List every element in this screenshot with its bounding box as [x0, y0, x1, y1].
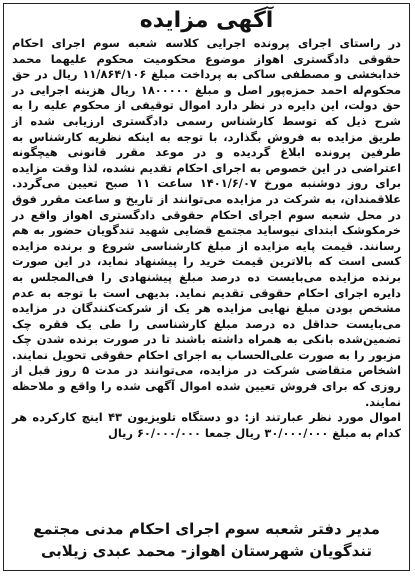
notice-paragraph-items: اموال مورد نظر عبارتند از: دو دستگاه تلویزیون ۴۳ اینچ کارکرده هر کدام به مبلغ ۳۰/۰۰۰/۰۰۰ ریال جمعا ۶۰/۰۰۰/۰۰۰ ریال [12, 410, 401, 440]
notice-signature [12, 518, 401, 562]
signature-line-2: تندگویان شهرستان اهواز- محمد عبدی زیلابی [40, 542, 373, 560]
signature-line-1: مدیر دفتر شعبه سوم اجرای احکام مدنی مجتمع [33, 520, 380, 538]
notice-paragraph-main: در راستای اجرای پرونده اجرایی کلاسه شعبه سوم اجرای احکام حقوقی دادگستری اهواز موضوع محکومیت محکوم علیهما محمد خدابخشی و مصطفی ساکی به پرداخت مبلغ ۱۱/۸۶۴/۱۰۶ ریال در حق محکوم‌له احمد حمزه‌پور اصل و مبلغ ۱۸۰۰۰۰۰ ریال هزینه اجرایی در حق دولت، این دایره در نظر دارد اموال توقیفی از محکوم علیه را به شرح ذیل که توسط کارشناس رسمی دادگستری ارزیابی شده از طریق مزایده به فروش بگذارد، با توجه به اینکه نظریه کارشناس به طرفین پرونده ابلاغ گردیده و در موعد مقرر قانونی هیچگونه اعتراضی در این خصوص به اجرای احکام تقدیم نشده، لذا وقت مزایده برای روز دوشنبه مورخ ۱۴۰۱/۶/۰۷ ساعت ۱۱ صبح تعیین می‌گردد. علاقمندان، به شرکت در مزایده می‌توانند از تاریخ و ساعت مقرر فوق در محل شعبه سوم اجرای احکام حقوقی دادگستری اهواز واقع در خرمکوشک ابتدای نیوساید مجتمع قضایی شهید تندگویان حضور به هم رسانند. قیمت پایه مزایده از مبلغ کارشناسی شروع و برنده مزایده کسی است که بالاترین قیمت خرید را پیشنهاد نماید، در این صورت برنده مزایده می‌بایست ده درصد مبلغ پیشنهادی را فی‌المجلس به دایره اجرای احکام حقوقی تقدیم نماید. بدیهی است با توجه به عدم مشخص بودن مبلغ نهایی مزایده هر یک از شرکت‌کنندگان در مزایده می‌بایست حداقل ده درصد مبلغ کارشناسی را طی یک فقره چک تضمین‌شده بانکی به همراه داشته باشند تا در صورت برنده شدن چک مزبور را به صورت علی‌الحساب به اجرای احکام حقوقی تحویل نمایند. اشخاص متقاضی شرکت در مزایده، می‌توانند در مدت ۵ روز قبل از روزی که برای فروش تعیین شده اموال آگهی شده را واقع و ملاحظه نمایند. [12, 36, 402, 409]
notice-title: آگهی مزایده [139, 8, 274, 33]
auction-notice [3, 3, 410, 571]
notice-body [12, 36, 401, 441]
